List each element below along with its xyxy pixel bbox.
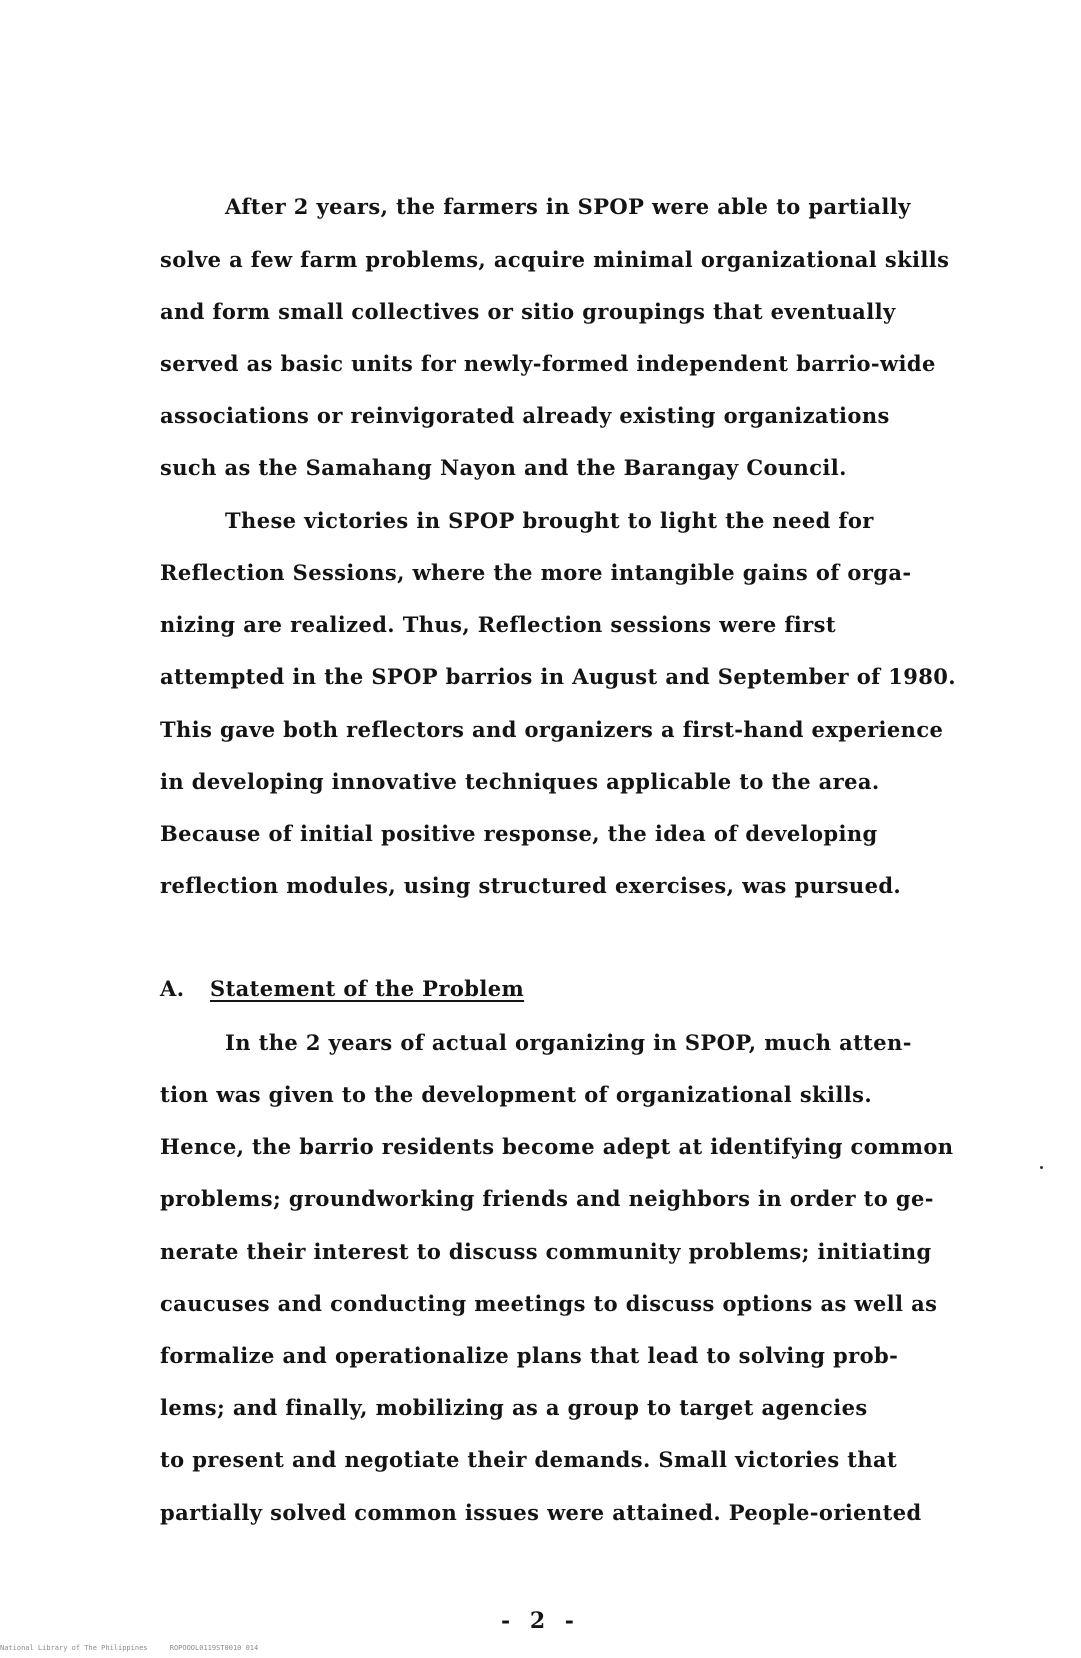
paragraph-3-line-3: Hence, the barrio residents become adept at identifying common [160,1134,954,1159]
paragraph-2-line-3: nizing are realized. Thus, Reflection sessions were first [160,612,836,637]
paragraph-2-line-5: This gave both reflectors and organizers a first-hand experience [160,717,944,742]
paragraph-3-line-10: partially solved common issues were attained. People-oriented [160,1500,922,1525]
footer-code: ROPOOOL0119ST0010 014 [169,1644,259,1652]
paragraph-1-line-2: solve a few farm problems, acquire minimal organizational skills [160,247,950,272]
scan-footer [0,1644,276,1652]
paragraph-2-line-1: These victories in SPOP brought to light the need for [225,508,874,533]
section-label: A. [160,976,185,1001]
paragraph-3-line-8: lems; and finally, mobilizing as a group to target agencies [160,1395,868,1420]
paragraph-2-line-2: Reflection Sessions, where the more intangible gains of orga- [160,560,912,585]
paragraph-1-line-3: and form small collectives or sitio groupings that eventually [160,299,896,324]
paragraph-1-line-6: such as the Samahang Nayon and the Barangay Council. [160,455,847,480]
paragraph-3-line-9: to present and negotiate their demands. Small victories that [160,1447,898,1472]
page-number: - 2 - [501,1608,580,1634]
section-heading [160,975,524,1003]
paragraph-1-line-5: associations or reinvigorated already existing organizations [160,403,890,428]
paragraph-3-line-2: tion was given to the development of organizational skills. [160,1082,873,1107]
paragraph-3-line-5: nerate their interest to discuss community problems; initiating [160,1239,932,1264]
paragraph-1-line-1: After 2 years, the farmers in SPOP were able to partially [225,194,911,219]
paragraph-2-line-4: attempted in the SPOP barrios in August and September of 1980. [160,664,957,689]
paragraph-2-line-8: reflection modules, using structured exercises, was pursued. [160,873,902,898]
paragraph-3-line-7: formalize and operationalize plans that lead to solving prob- [160,1343,899,1368]
paragraph-3-line-1: In the 2 years of actual organizing in SPOP, much atten- [225,1030,912,1055]
paragraph-2-line-6: in developing innovative techniques applicable to the area. [160,769,880,794]
paragraph-1-line-4: served as basic units for newly-formed independent barrio-wide [160,351,936,376]
paragraph-3-line-4: problems; groundworking friends and neighbors in order to ge- [160,1186,934,1211]
section-title: Statement of the Problem [210,976,525,1001]
paragraph-2-line-7: Because of initial positive response, the idea of developing [160,821,878,846]
footer-library: National Library of The Philippines [0,1644,148,1652]
paragraph-3-line-6: caucuses and conducting meetings to discuss options as well as [160,1291,938,1316]
scan-speck [1040,1166,1043,1169]
